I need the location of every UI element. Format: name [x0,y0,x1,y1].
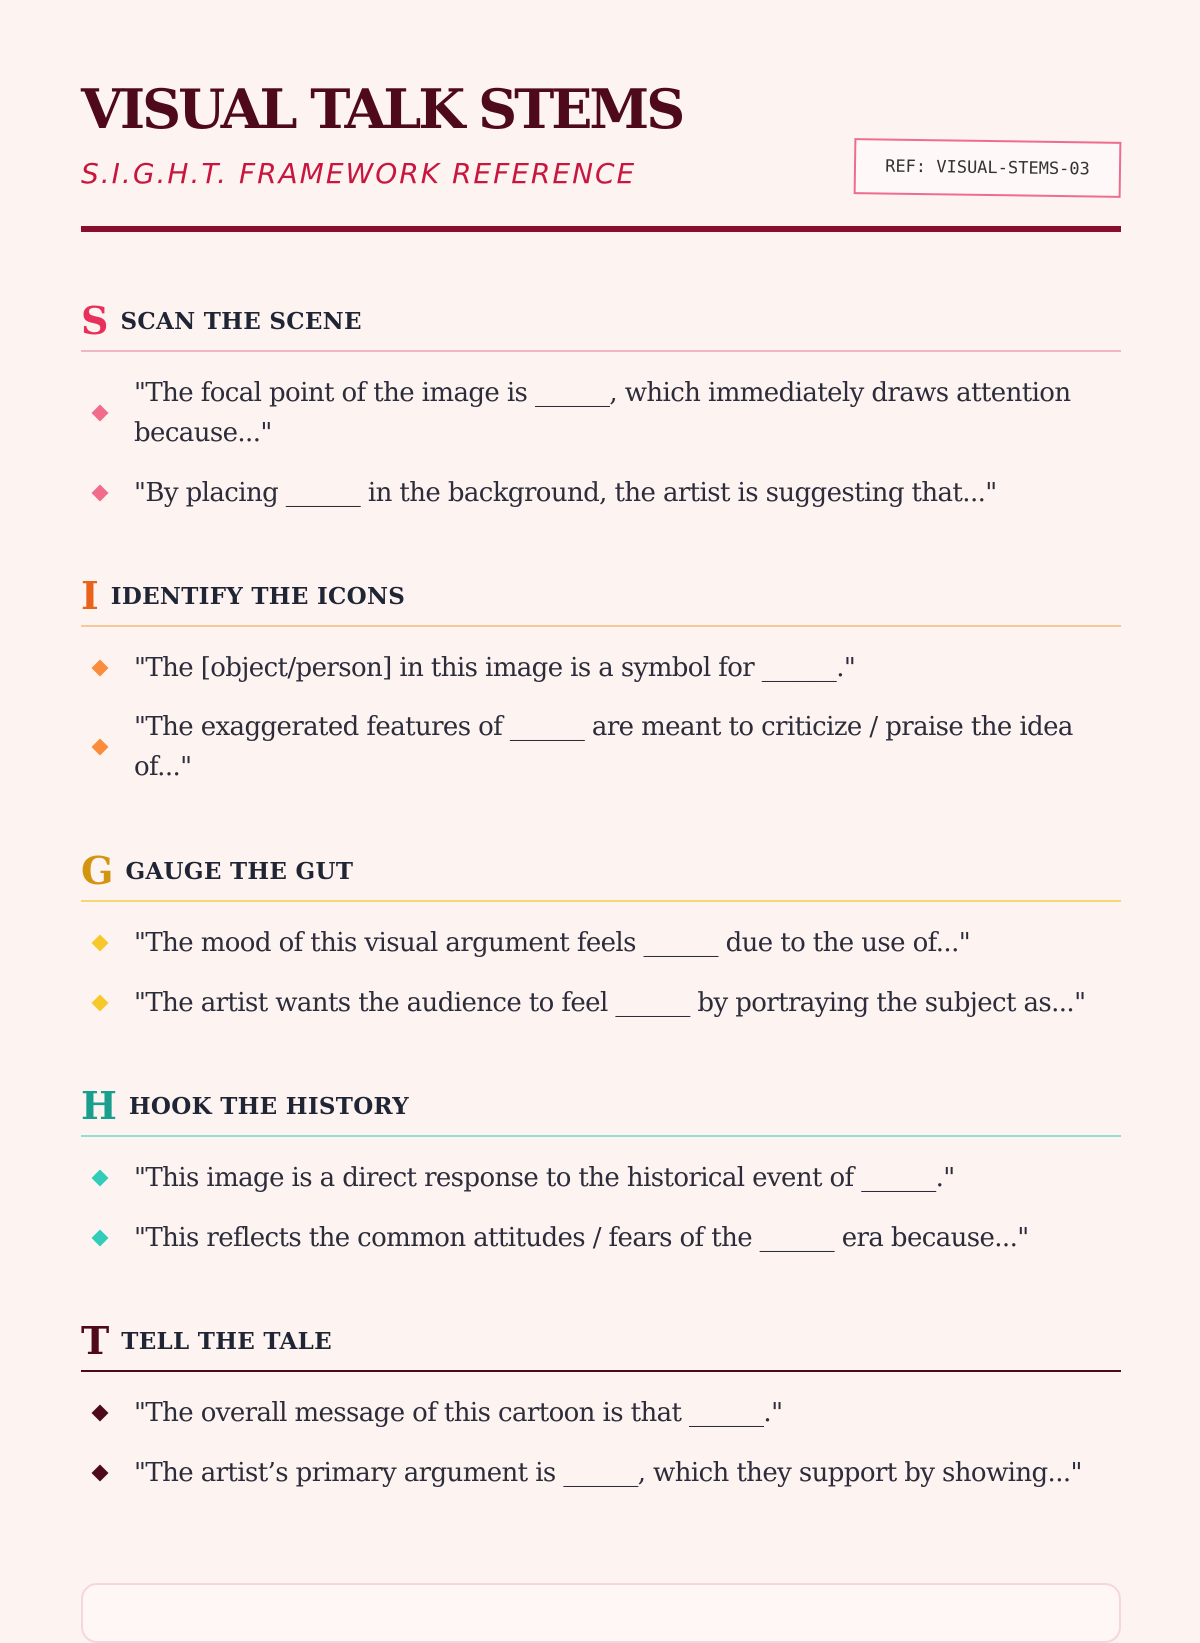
section-divider [81,1370,1121,1372]
footer-panel [81,1583,1121,1643]
header-divider [81,226,1121,232]
page-subtitle: S.I.G.H.T. FRAMEWORK REFERENCE [81,157,637,190]
sentence-stem: "The overall message of this cartoon is that ______." [134,1398,783,1428]
section-letter: H [81,1083,117,1128]
page-title: VISUAL TALK STEMS [81,77,683,141]
section-divider [81,350,1121,352]
section-title: IDENTIFY THE ICONS [110,582,406,610]
section-divider [81,625,1121,627]
diamond-bullet-icon [92,405,109,422]
list-item [81,1157,1121,1199]
section-letter: S [81,298,109,343]
list-item [81,1452,1121,1494]
list-item [81,647,1121,689]
diamond-bullet-icon [92,935,109,952]
diamond-bullet-icon [92,739,109,756]
section-divider [81,1135,1121,1137]
section-header [81,1316,332,1366]
section-letter: T [81,1318,110,1363]
list-item [81,472,1121,514]
diamond-bullet-icon [92,485,109,502]
section-title: SCAN THE SCENE [120,307,362,335]
sentence-stem: "The artist wants the audience to feel ______ by portraying the subject as..." [134,988,1086,1018]
list-item [81,1217,1121,1259]
section-letter: G [81,848,114,893]
diamond-bullet-icon [92,1170,109,1187]
section-divider [81,900,1121,902]
section-title: GAUGE THE GUT [125,857,354,885]
diamond-bullet-icon [92,1465,109,1482]
list-item [81,706,1121,788]
sentence-stem: "This image is a direct response to the historical event of ______." [134,1163,955,1193]
sentence-stem: "The artist’s primary argument is ______, which they support by showing..." [134,1458,1082,1488]
sentence-stem: "The [object/person] in this image is a symbol for ______." [134,653,856,683]
ref-badge: REF: VISUAL-STEMS-03 [854,138,1122,198]
list-item [81,1392,1121,1434]
list-item [81,982,1121,1024]
sentence-stem: "The focal point of the image is ______, which immediately draws attention because..." [134,378,1071,448]
section-header [81,846,353,896]
section-letter: I [81,573,99,618]
list-item [81,372,1121,454]
section-title: TELL THE TALE [121,1327,332,1355]
diamond-bullet-icon [92,1230,109,1247]
diamond-bullet-icon [92,660,109,677]
section-title: HOOK THE HISTORY [128,1092,409,1120]
sentence-stem: "By placing ______ in the background, the artist is suggesting that..." [134,478,997,508]
diamond-bullet-icon [92,995,109,1012]
section-header [81,571,405,621]
sentence-stem: "The mood of this visual argument feels ______ due to the use of..." [134,928,971,958]
sentence-stem: "This reflects the common attitudes / fears of the ______ era because..." [134,1223,1029,1253]
sentence-stem: "The exaggerated features of ______ are meant to criticize / praise the idea of..." [134,712,1073,782]
section-header [81,1081,409,1131]
diamond-bullet-icon [92,1405,109,1422]
section-header [81,296,362,346]
list-item [81,922,1121,964]
